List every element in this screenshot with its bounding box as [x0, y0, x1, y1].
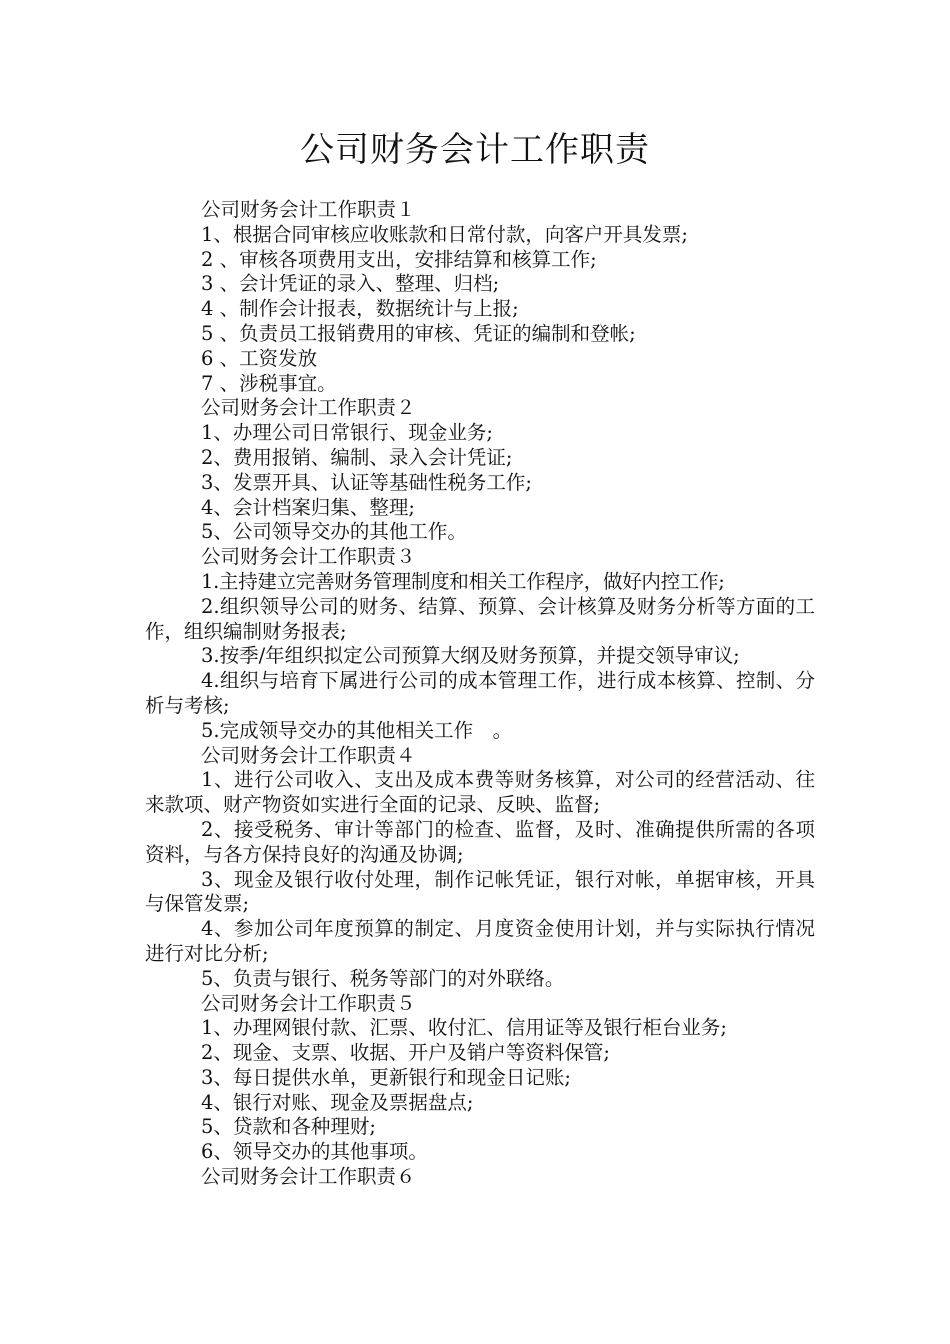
list-item: 1、根据合同审核应收账款和日常付款，向客户开具发票;	[201, 222, 688, 246]
list-item: 2 、审核各项费用支出，安排结算和核算工作;	[201, 247, 597, 271]
section-heading: 公司财务会计工作职责２	[201, 396, 416, 420]
list-item: 1、进行公司收入、支出及成本费等财务核算，对公司的经营活动、往来款项、财产物资如实进行全面的记录、反映、监督;	[145, 768, 815, 817]
list-item: 2、费用报销、编制、录入会计凭证;	[201, 445, 513, 469]
section-heading: 公司财务会计工作职责３	[201, 545, 416, 569]
section-heading: 公司财务会计工作职责４	[201, 743, 416, 767]
list-item: 4 、制作会计报表，数据统计与上报;	[201, 297, 519, 321]
section-heading: 公司财务会计工作职责１	[201, 198, 416, 221]
list-item: 2、现金、支票、收据、开户及销户等资料保管;	[201, 1041, 610, 1065]
list-item: 4、银行对账、现金及票据盘点;	[201, 1090, 474, 1114]
list-item: 5、公司领导交办的其他工作。	[201, 520, 467, 544]
document-title: 公司财务会计工作职责	[300, 130, 650, 170]
list-item: 1.主持建立完善财务管理制度和相关工作程序，做好内控工作;	[201, 569, 725, 593]
list-item: 5、贷款和各种理财;	[201, 1115, 376, 1139]
list-item: 5.完成领导交办的其他相关工作 。	[201, 718, 513, 742]
list-item: 5、负责与银行、税务等部门的对外联络。	[201, 966, 565, 990]
list-item: 1、办理公司日常银行、现金业务;	[201, 421, 493, 445]
list-item: 5 、负责员工报销费用的审核、凭证的编制和登帐;	[201, 321, 636, 345]
section-heading: 公司财务会计工作职责６	[201, 1165, 416, 1189]
list-item: 4.组织与培育下属进行公司的成本管理工作，进行成本核算、控制、分析与考核;	[145, 669, 815, 717]
list-item: 1、办理网银付款、汇票、收付汇、信用证等及银行柜台业务;	[201, 1016, 727, 1040]
list-item: 6、领导交办的其他事项。	[201, 1140, 428, 1164]
list-item: 7 、涉税事宜。	[201, 371, 337, 395]
list-item: 3 、会计凭证的录入、整理、归档;	[201, 272, 500, 296]
list-item: 3、每日提供水单，更新银行和现金日记账;	[201, 1065, 571, 1089]
section-heading: 公司财务会计工作职责５	[201, 991, 416, 1015]
document-body	[145, 198, 815, 1190]
list-item: 2、接受税务、审计等部门的检查、监督，及时、准确提供所需的各项资料，与各方保持良好的沟通及协调;	[145, 817, 815, 866]
list-item: 4、会计档案归集、整理;	[201, 495, 415, 519]
list-item: 2.组织领导公司的财务、结算、预算、会计核算及财务分析等方面的工作，组织编制财务报表;	[145, 594, 815, 643]
list-item: 4、参加公司年度预算的制定、月度资金使用计划，并与实际执行情况进行对比分析;	[145, 917, 815, 965]
list-item: 3.按季/年组织拟定公司预算大纲及财务预算，并提交领导审议;	[201, 644, 740, 668]
list-item: 3、现金及银行收付处理，制作记帐凭证，银行对帐，单据审核，开具与保管发票;	[145, 867, 815, 916]
list-item: 6 、工资发放	[201, 346, 318, 370]
list-item: 3、发票开具、认证等基础性税务工作;	[201, 470, 532, 494]
